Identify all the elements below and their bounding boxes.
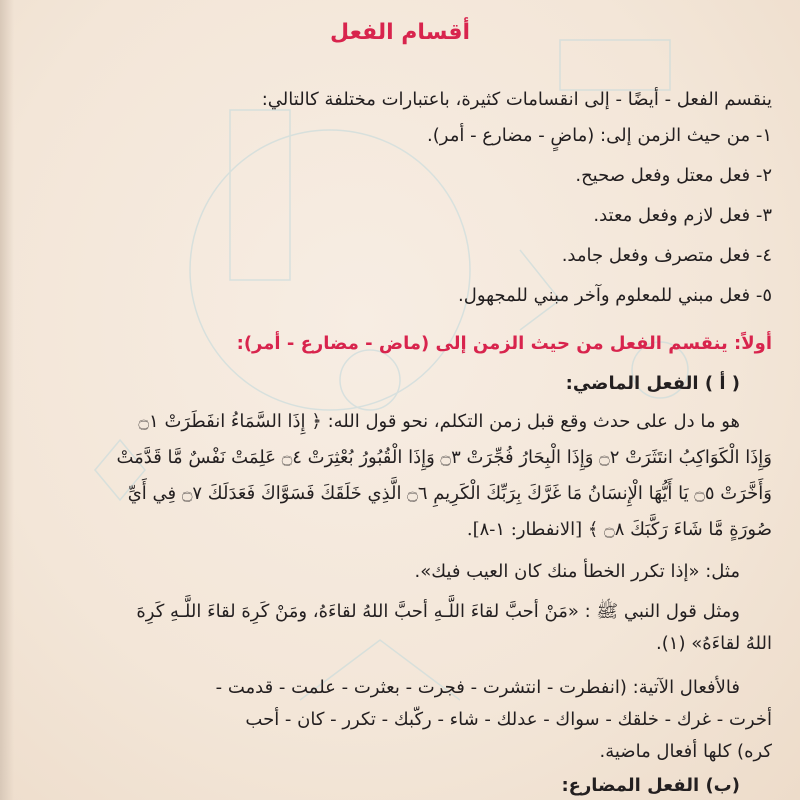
list-item-1: ١- من حيث الزمن إلى: (ماضٍ - مضارع - أمر).: [427, 125, 772, 146]
section-one-heading: [237, 330, 772, 358]
definition-line: [139, 408, 741, 436]
list-item-5: ٥- فعل مبني للمعلوم وآخر مبني للمجهول.: [458, 285, 772, 306]
intro-text: ينقسم الفعل - أيضًا - إلى انقسامات كثيرة، باعتبارات مختلفة كالتالي:: [261, 89, 772, 110]
verse-line-4: صُورَةٍ مَّا شَاءَ رَكَّبَكَ ۝٨ ﴾ [الانفطار: ١-٨].: [466, 519, 772, 540]
conclusion-line-3: كره) كلها أفعال ماضية.: [599, 741, 772, 762]
list-item-4: ٤- فعل متصرف وفعل جامد.: [561, 245, 772, 266]
section-one-label: أولاً:: [734, 333, 772, 354]
verse-line-3: وَأَخَّرَتْ ۝٥ يَا أَيُّهَا الْإِنسَانُ مَا غَرَّكَ بِرَبِّكَ الْكَرِيمِ ۝٦ الَّذِي خَلَقَكَ فَسَوَّاكَ فَعَدَلَكَ ۝٧ فِي أَيِّ: [127, 483, 772, 504]
definition-text: هو ما دل على حدث وقع قبل زمن التكلم، نحو قول الله:: [327, 411, 740, 432]
conclusion-line-2: أخرت - غرك - خلقك - سواك - عدلك - شاء - ركّبك - تكرر - كان - أحب: [245, 709, 772, 730]
page-title: أقسام الفعل: [329, 20, 471, 45]
present-verb-heading: (ب) الفعل المضارع:: [561, 775, 740, 796]
past-verb-heading: ( أ ) الفعل الماضي:: [565, 373, 740, 394]
hadith-line-1: ومثل قول النبي ﷺ : «مَنْ أحبَّ لقاءَ اللَّـهِ أحبَّ اللهُ لقاءَهُ، ومَنْ كَرِهَ لقاءَ اللَّـهِ كَرِهَ: [136, 601, 740, 622]
section-one-text: ينقسم الفعل من حيث الزمن إلى (ماض - مضارع - أمر):: [236, 333, 728, 354]
example-one: مثل: «إذا تكرر الخطأ منك كان العيب فيك».: [414, 561, 740, 582]
hadith-line-2: اللهُ لقاءَهُ» (١).: [656, 633, 772, 654]
conclusion-line-1: فالأفعال الآتية: (انفطرت - انتشرت - فجرت - بعثرت - علمت - قدمت -: [215, 677, 740, 698]
list-item-2: ٢- فعل معتل وفعل صحيح.: [575, 165, 772, 186]
verse-line-2: وَإِذَا الْكَوَاكِبُ انتَثَرَتْ ۝٢ وَإِذَا الْبِحَارُ فُجِّرَتْ ۝٣ وَإِذَا الْقُبُورُ بُعْثِرَتْ ۝٤ عَلِمَتْ نَفْسٌ مَّا قَدَّمَتْ: [116, 447, 772, 468]
list-item-3: ٣- فعل لازم وفعل معتد.: [593, 205, 772, 226]
verse-line-1: ﴿ إِذَا السَّمَاءُ انفَطَرَتْ ۝١: [138, 411, 322, 432]
